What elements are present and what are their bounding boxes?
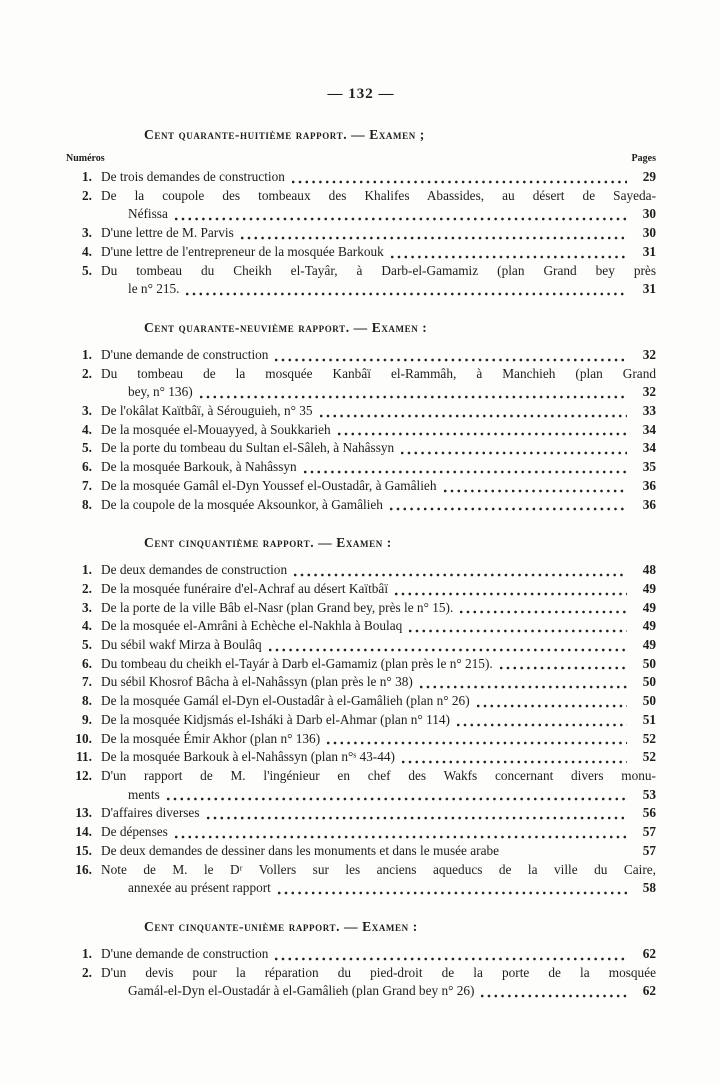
item-title: Du sébil Khosrof Bâcha à el-Nahâssyn (plan près le n° 38) xyxy=(101,674,413,690)
item-page-ref: 53 xyxy=(642,786,656,802)
item-line xyxy=(101,842,656,861)
item-title: ments xyxy=(128,786,160,802)
section-heading: Cent quarante-neuvième rapport. — Examen : xyxy=(144,319,428,335)
item-body xyxy=(101,842,656,861)
item-page-ref: 36 xyxy=(642,477,656,493)
numeros-label: Numéros xyxy=(66,153,105,164)
item-body xyxy=(101,365,656,402)
item-line xyxy=(101,458,656,477)
item-page-ref: 30 xyxy=(642,206,656,222)
item-line xyxy=(101,496,656,515)
column-header-row xyxy=(66,153,656,164)
item-line xyxy=(101,402,656,421)
report-section xyxy=(66,535,656,898)
toc-item xyxy=(66,168,656,187)
item-page-ref: 50 xyxy=(642,674,656,690)
pages-label: Pages xyxy=(631,153,656,164)
toc-item xyxy=(66,477,656,496)
item-page-ref: 34 xyxy=(642,440,656,456)
item-title: Du sébil wakf Mirza à Boulâq xyxy=(101,637,262,653)
item-title: annexée au présent rapport xyxy=(128,880,271,896)
page-number: — 132 — xyxy=(327,86,395,102)
item-line: D'un rapport de M. l'ingénieur en chef des Wakfs concernant divers monu- xyxy=(101,767,656,783)
item-number: 2. xyxy=(82,580,92,596)
toc-item xyxy=(66,458,656,477)
toc-item xyxy=(66,187,656,224)
dot-leader xyxy=(240,236,627,240)
section-heading: Cent cinquantième rapport. — Examen : xyxy=(144,535,392,551)
toc-item-list xyxy=(66,561,656,898)
item-body xyxy=(101,496,656,515)
item-body xyxy=(101,804,656,823)
item-title: De dépenses xyxy=(101,824,168,840)
item-number: 9. xyxy=(82,711,92,727)
item-body xyxy=(101,711,656,730)
item-line xyxy=(101,636,656,655)
item-body xyxy=(101,561,656,580)
item-number: 1. xyxy=(82,346,92,362)
item-page-ref: 32 xyxy=(642,346,656,362)
item-body xyxy=(101,187,656,224)
item-body xyxy=(101,617,656,636)
dot-leader xyxy=(319,414,627,418)
item-line xyxy=(101,655,656,674)
item-number: 1. xyxy=(82,562,92,578)
dot-leader xyxy=(337,432,627,436)
toc-item xyxy=(66,748,656,767)
item-title: De la porte de la ville Bâb el-Nasr (plan Grand bey, près le n° 15). xyxy=(101,599,454,615)
item-page-ref: 30 xyxy=(642,225,656,241)
item-number: 6. xyxy=(82,459,92,475)
item-body xyxy=(101,402,656,421)
item-body xyxy=(101,599,656,618)
item-number: 8. xyxy=(82,496,92,512)
toc-item xyxy=(66,580,656,599)
item-page-ref: 62 xyxy=(642,945,656,961)
item-body xyxy=(101,243,656,262)
item-body xyxy=(101,346,656,365)
item-page-ref: 32 xyxy=(642,384,656,400)
dot-leader xyxy=(400,451,627,455)
report-section xyxy=(66,919,656,1001)
item-title: De la mosquée Gamál el-Dyn el-Oustadâr à el-Gamâlieh (plan n° 26) xyxy=(101,693,470,709)
item-title: le n° 215. xyxy=(128,281,180,297)
item-line xyxy=(101,477,656,496)
toc-item xyxy=(66,224,656,243)
item-body xyxy=(101,421,656,440)
item-line xyxy=(101,692,656,711)
dot-leader xyxy=(499,666,627,670)
item-line xyxy=(101,673,656,692)
item-line xyxy=(101,982,656,1001)
dot-leader xyxy=(174,217,627,221)
item-number: 3. xyxy=(82,225,92,241)
report-section xyxy=(66,320,656,514)
item-title: De la coupole de la mosquée Aksounkor, à Gamâlieh xyxy=(101,496,383,512)
item-number: 7. xyxy=(82,477,92,493)
dot-leader xyxy=(419,685,627,689)
dot-leader xyxy=(505,854,627,858)
item-page-ref: 33 xyxy=(642,403,656,419)
item-number: 4. xyxy=(82,421,92,437)
item-line xyxy=(101,945,656,964)
item-body xyxy=(101,168,656,187)
item-number: 5. xyxy=(82,262,92,278)
toc-item xyxy=(66,636,656,655)
dot-leader xyxy=(274,957,627,961)
toc-item xyxy=(66,243,656,262)
item-title: De la mosquée funéraire d'el-Achraf au désert Kaïtbâï xyxy=(101,580,389,596)
item-line xyxy=(101,280,656,299)
toc-item xyxy=(66,617,656,636)
item-title: Néfissa xyxy=(128,206,168,222)
item-number: 1. xyxy=(82,945,92,961)
dot-leader xyxy=(389,507,627,511)
item-line xyxy=(101,205,656,224)
toc-item xyxy=(66,767,656,804)
item-number: 14. xyxy=(75,824,92,840)
item-line xyxy=(101,243,656,262)
item-body xyxy=(101,964,656,1001)
item-title: De la porte du tombeau du Sultan el-Sâleh, à Nahâssyn xyxy=(101,440,395,456)
toc-item xyxy=(66,496,656,515)
dot-leader xyxy=(401,760,627,764)
dot-leader xyxy=(206,816,627,820)
toc-item xyxy=(66,692,656,711)
item-page-ref: 57 xyxy=(642,824,656,840)
item-number: 15. xyxy=(75,842,92,858)
item-body xyxy=(101,730,656,749)
item-line: D'un devis pour la réparation du pied-droit de la porte de la mosquée xyxy=(101,964,656,980)
item-page-ref: 35 xyxy=(642,459,656,475)
toc-item xyxy=(66,711,656,730)
toc-item xyxy=(66,945,656,964)
item-line xyxy=(101,383,656,402)
item-title: De l'okâlat Kaïtbâï, à Sérouguieh, n° 35 xyxy=(101,403,313,419)
item-line xyxy=(101,730,656,749)
toc-item xyxy=(66,804,656,823)
item-number: 1. xyxy=(82,169,92,184)
item-page-ref: 57 xyxy=(642,842,656,858)
item-page-ref: 50 xyxy=(642,693,656,709)
item-title: D'affaires diverses xyxy=(101,805,200,821)
section-heading: Cent quarante-huitième rapport. — Examen ; xyxy=(144,127,425,142)
item-page-ref: 31 xyxy=(642,281,656,297)
toc-item xyxy=(66,861,656,898)
toc-item xyxy=(66,402,656,421)
item-body xyxy=(101,767,656,804)
item-page-ref: 62 xyxy=(642,983,656,999)
toc-item-list xyxy=(66,168,656,299)
item-title: De trois demandes de construction xyxy=(101,169,285,184)
toc-item xyxy=(66,599,656,618)
item-title: bey, n° 136) xyxy=(128,384,193,400)
item-line: De la coupole des tombeaux des Khalifes Abassides, au désert de Sayeda- xyxy=(101,187,656,203)
toc-item xyxy=(66,346,656,365)
item-page-ref: 49 xyxy=(642,618,656,634)
item-line: Du tombeau du Cheikh el-Tayâr, à Darb-el-Gamamiz (plan Grand bey près xyxy=(101,262,656,278)
item-number: 4. xyxy=(82,243,92,259)
toc-item xyxy=(66,561,656,580)
item-title: D'une lettre de l'entrepreneur de la mosquée Barkouk xyxy=(101,243,384,259)
item-number: 13. xyxy=(75,805,92,821)
item-number: 3. xyxy=(82,403,92,419)
item-number: 12. xyxy=(75,767,92,783)
dot-leader xyxy=(390,255,627,259)
item-body xyxy=(101,655,656,674)
item-body xyxy=(101,861,656,898)
dot-leader xyxy=(303,470,627,474)
item-number: 6. xyxy=(82,655,92,671)
item-title: Du tombeau du cheikh el-Tayár à Darb el-Gamamiz (plan près le n° 215). xyxy=(101,655,493,671)
item-page-ref: 50 xyxy=(642,655,656,671)
item-line xyxy=(101,599,656,618)
toc-item xyxy=(66,842,656,861)
item-number: 2. xyxy=(82,964,92,980)
item-line xyxy=(101,421,656,440)
toc-item xyxy=(66,365,656,402)
report-section xyxy=(66,127,656,299)
item-page-ref: 29 xyxy=(642,169,656,184)
dot-leader xyxy=(277,891,627,895)
item-page-ref: 48 xyxy=(642,562,656,578)
item-body xyxy=(101,692,656,711)
item-line xyxy=(101,346,656,365)
item-title: D'une lettre de M. Parvis xyxy=(101,225,234,241)
item-title: De la mosquée el-Amrâni à Echèche el-Nakhla à Boulaq xyxy=(101,618,403,634)
item-number: 16. xyxy=(75,861,92,877)
item-body xyxy=(101,262,656,299)
dot-leader xyxy=(268,648,627,652)
toc-item-list xyxy=(66,945,656,1001)
item-line xyxy=(101,879,656,898)
item-page-ref: 56 xyxy=(642,805,656,821)
item-body xyxy=(101,458,656,477)
item-page-ref: 49 xyxy=(642,637,656,653)
item-title: D'une demande de construction xyxy=(101,346,269,362)
item-number: 5. xyxy=(82,637,92,653)
toc-sections xyxy=(66,127,656,1001)
dot-leader xyxy=(408,629,627,633)
item-page-ref: 52 xyxy=(642,749,656,765)
item-line xyxy=(101,617,656,636)
dot-leader xyxy=(326,741,627,745)
item-page-ref: 49 xyxy=(642,580,656,596)
item-body xyxy=(101,748,656,767)
item-line xyxy=(101,439,656,458)
item-body xyxy=(101,477,656,496)
dot-leader xyxy=(291,180,627,184)
item-number: 10. xyxy=(75,730,92,746)
dot-leader xyxy=(174,835,627,839)
item-title: De la mosquée Barkouk, à Nahâssyn xyxy=(101,459,297,475)
item-body xyxy=(101,580,656,599)
item-body xyxy=(101,673,656,692)
item-number: 2. xyxy=(82,187,92,203)
item-page-ref: 36 xyxy=(642,496,656,512)
item-line xyxy=(101,748,656,767)
item-title: Gamál-el-Dyn el-Oustadár à el-Gamâlieh (plan Grand bey n° 26) xyxy=(128,983,475,999)
item-line xyxy=(101,786,656,805)
dot-leader xyxy=(274,358,627,362)
toc-item xyxy=(66,421,656,440)
item-number: 4. xyxy=(82,618,92,634)
item-body xyxy=(101,636,656,655)
toc-item xyxy=(66,439,656,458)
item-title: De la mosquée el-Mouayyed, à Soukkarieh xyxy=(101,421,331,437)
item-page-ref: 49 xyxy=(642,599,656,615)
toc-item xyxy=(66,730,656,749)
item-number: 11. xyxy=(76,749,92,765)
item-page-ref: 52 xyxy=(642,730,656,746)
item-number: 5. xyxy=(82,440,92,456)
item-body xyxy=(101,945,656,964)
item-title: De deux demandes de dessiner dans les monuments et dans le musée arabe xyxy=(101,842,500,858)
section-heading: Cent cinquante-unième rapport. — Examen : xyxy=(144,918,418,934)
toc-item xyxy=(66,262,656,299)
dot-leader xyxy=(199,395,627,399)
item-line xyxy=(101,224,656,243)
dot-leader xyxy=(185,292,627,296)
toc-item xyxy=(66,655,656,674)
item-line xyxy=(101,168,656,187)
item-title: De la mosquée Kidjsmás el-Isháki à Darb el-Ahmar (plan n° 114) xyxy=(101,711,450,727)
dot-leader xyxy=(166,797,627,801)
dot-leader xyxy=(480,994,627,998)
item-page-ref: 51 xyxy=(642,711,656,727)
item-body xyxy=(101,224,656,243)
item-line xyxy=(101,823,656,842)
dot-leader xyxy=(459,610,627,614)
dot-leader xyxy=(394,592,627,596)
item-page-ref: 34 xyxy=(642,421,656,437)
dot-leader xyxy=(456,723,627,727)
item-line xyxy=(101,580,656,599)
item-title: D'une demande de construction xyxy=(101,945,269,961)
item-title: De la mosquée Gamâl el-Dyn Youssef el-Oustadâr, à Gamâlieh xyxy=(101,477,437,493)
item-line xyxy=(101,711,656,730)
dot-leader xyxy=(293,573,627,577)
item-page-ref: 31 xyxy=(642,243,656,259)
item-line xyxy=(101,561,656,580)
item-number: 8. xyxy=(82,693,92,709)
item-number: 7. xyxy=(82,674,92,690)
toc-item xyxy=(66,823,656,842)
item-line: Note de M. le Dʳ Vollers sur les anciens aqueducs de la ville du Caire, xyxy=(101,861,656,877)
item-line: Du tombeau de la mosquée Kanbâï el-Rammâh, à Manchieh (plan Grand xyxy=(101,365,656,381)
toc-item xyxy=(66,673,656,692)
dot-leader xyxy=(443,489,628,493)
dot-leader xyxy=(476,704,627,708)
item-line xyxy=(101,804,656,823)
item-body xyxy=(101,823,656,842)
toc-item xyxy=(66,964,656,1001)
item-title: De la mosquée Émir Akhor (plan n° 136) xyxy=(101,730,321,746)
item-number: 3. xyxy=(82,599,92,615)
item-title: De la mosquée Barkouk à el-Nahâssyn (plan n°ˢ 43-44) xyxy=(101,749,395,765)
item-body xyxy=(101,439,656,458)
item-title: De deux demandes de construction xyxy=(101,562,288,578)
item-page-ref: 58 xyxy=(642,880,656,896)
item-number: 2. xyxy=(82,365,92,381)
toc-item-list xyxy=(66,346,656,514)
